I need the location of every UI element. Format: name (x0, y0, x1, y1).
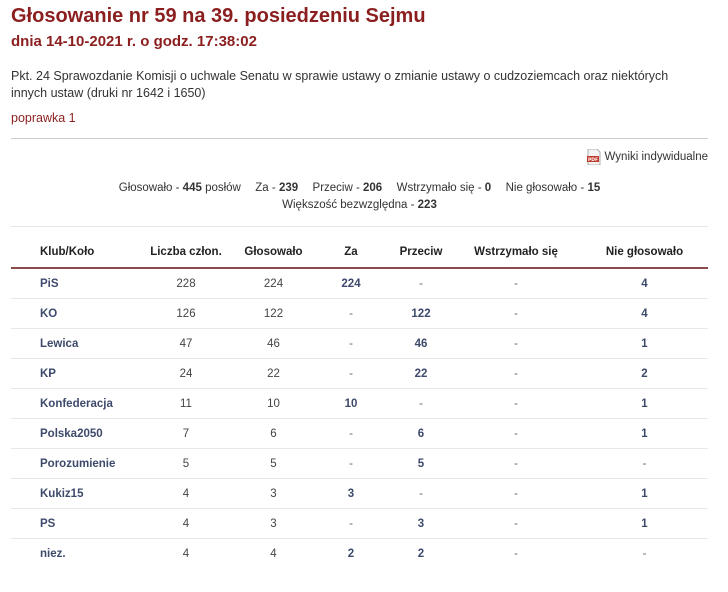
members-cell: 4 (182, 547, 190, 560)
abstained-value: 0 (484, 182, 492, 194)
abstained-cell: - (451, 359, 581, 389)
majority-line (11, 197, 708, 214)
for-cell: - (311, 329, 391, 359)
against-cell: 5 (391, 449, 451, 479)
against-value: 206 (363, 182, 383, 194)
against-cell: - (391, 479, 451, 509)
table-row (11, 359, 708, 389)
individual-results-label: Wyniki indywidualne (604, 151, 708, 163)
for-value: 239 (278, 182, 299, 194)
against-cell: 2 (417, 547, 425, 560)
table-row (11, 449, 708, 479)
voted-cell: 3 (236, 509, 311, 539)
vote-description: Pkt. 24 Sprawozdanie Komisji o uchwale Senatu w sprawie ustawy o zmianie ustawy o cudzoziemcach oraz niektórych innych ustaw (druki nr 1642 i 1650) (11, 69, 669, 100)
against-cell: 122 (391, 299, 451, 329)
amendment-link[interactable]: poprawka 1 (11, 111, 76, 125)
voted-cell: 224 (236, 268, 311, 299)
voted-cell: 5 (236, 449, 311, 479)
for-cell: - (311, 359, 391, 389)
members-cell: 126 (136, 299, 236, 329)
members-cell: 4 (136, 479, 236, 509)
not-voted-cell: - (642, 547, 647, 560)
not-voted-cell: 1 (581, 479, 708, 509)
table-header-row (11, 236, 708, 268)
voted-cell: 6 (236, 419, 311, 449)
against-cell: 6 (391, 419, 451, 449)
voted-cell: 3 (236, 479, 311, 509)
voted-cell: 4 (270, 547, 277, 560)
table-row (11, 299, 708, 329)
against-cell: 46 (391, 329, 451, 359)
col-header-against: Przeciw (391, 236, 451, 268)
not-voted-cell: 2 (581, 359, 708, 389)
for-cell: - (311, 419, 391, 449)
vote-summary (11, 180, 708, 214)
voted-cell: 10 (236, 389, 311, 419)
for-cell: 2 (347, 547, 355, 560)
abstained-cell: - (451, 509, 581, 539)
individual-results-link[interactable] (587, 149, 708, 165)
for-cell: - (311, 449, 391, 479)
club-name-cell[interactable]: PS (11, 509, 136, 539)
club-name-cell[interactable]: Kukiz15 (11, 479, 136, 509)
members-cell: 24 (136, 359, 236, 389)
table-row (11, 479, 708, 509)
not-voted-cell: - (581, 449, 708, 479)
table-row (11, 389, 708, 419)
voted-cell: 22 (236, 359, 311, 389)
abstained-cell: - (514, 547, 518, 560)
club-name-cell[interactable]: Polska2050 (11, 419, 136, 449)
abstained-cell: - (451, 299, 581, 329)
divider (11, 138, 708, 139)
for-cell: - (311, 299, 391, 329)
against-label: Przeciw - (312, 182, 360, 194)
against-cell: 22 (391, 359, 451, 389)
for-cell: 3 (311, 479, 391, 509)
pdf-icon (587, 149, 601, 165)
abstained-cell: - (451, 268, 581, 299)
voted-cell: 46 (236, 329, 311, 359)
voted-unit: posłów (205, 182, 241, 194)
not-voted-cell: 1 (581, 419, 708, 449)
col-header-abstained: Wstrzymało się (451, 236, 581, 268)
club-name-cell[interactable]: KP (11, 359, 136, 389)
table-row (11, 509, 708, 539)
members-cell: 4 (136, 509, 236, 539)
club-name-cell[interactable]: Porozumienie (11, 449, 136, 479)
table-row (11, 268, 708, 299)
club-name-cell[interactable]: Konfederacja (11, 389, 136, 419)
members-cell: 7 (136, 419, 236, 449)
voted-label: Głosowało - (118, 182, 180, 194)
col-header-club: Klub/Koło (11, 236, 136, 268)
abstained-cell: - (451, 389, 581, 419)
members-cell: 11 (136, 389, 236, 419)
members-cell: 5 (136, 449, 236, 479)
not-voted-cell: 4 (581, 299, 708, 329)
club-name-cell[interactable]: niez. (40, 547, 66, 560)
majority-label: Większość bezwzględna - (282, 199, 415, 211)
abstained-label: Wstrzymało się - (396, 182, 482, 194)
page-title: Głosowanie nr 59 na 39. posiedzeniu Sejmu (11, 5, 426, 27)
club-name-cell[interactable]: PiS (11, 268, 136, 299)
not-voted-cell: 4 (581, 268, 708, 299)
not-voted-cell: 1 (581, 389, 708, 419)
for-cell: - (311, 509, 391, 539)
against-cell: 3 (391, 509, 451, 539)
voted-value: 445 (182, 182, 202, 194)
table-row (11, 539, 708, 569)
not-voted-cell: 1 (581, 329, 708, 359)
col-header-for: Za (311, 236, 391, 268)
abstained-cell: - (451, 449, 581, 479)
abstained-cell: - (451, 329, 581, 359)
for-label: Za - (255, 182, 276, 194)
table-row (11, 419, 708, 449)
members-cell: 47 (136, 329, 236, 359)
against-cell: - (391, 268, 451, 299)
col-header-voted: Głosowało (236, 236, 311, 268)
voted-cell: 122 (236, 299, 311, 329)
divider (11, 226, 708, 227)
not-voted-cell: 1 (581, 509, 708, 539)
club-name-cell[interactable]: KO (11, 299, 136, 329)
members-cell: 228 (136, 268, 236, 299)
not-voted-value: 15 (587, 182, 601, 194)
not-voted-label: Nie głosowało - (505, 182, 585, 194)
club-results-table (11, 236, 708, 568)
abstained-cell: - (451, 419, 581, 449)
table-row (11, 329, 708, 359)
col-header-not-voted: Nie głosowało (581, 236, 708, 268)
summary-line (11, 180, 708, 197)
abstained-cell: - (451, 479, 581, 509)
col-header-members: Liczba człon. (136, 236, 236, 268)
majority-value: 223 (417, 199, 437, 211)
for-cell: 10 (311, 389, 391, 419)
svg-text:PDF: PDF (587, 158, 598, 163)
for-cell: 224 (311, 268, 391, 299)
against-cell: - (391, 389, 451, 419)
vote-date: dnia 14-10-2021 r. o godz. 17:38:02 (11, 33, 257, 50)
club-name-cell[interactable]: Lewica (11, 329, 136, 359)
